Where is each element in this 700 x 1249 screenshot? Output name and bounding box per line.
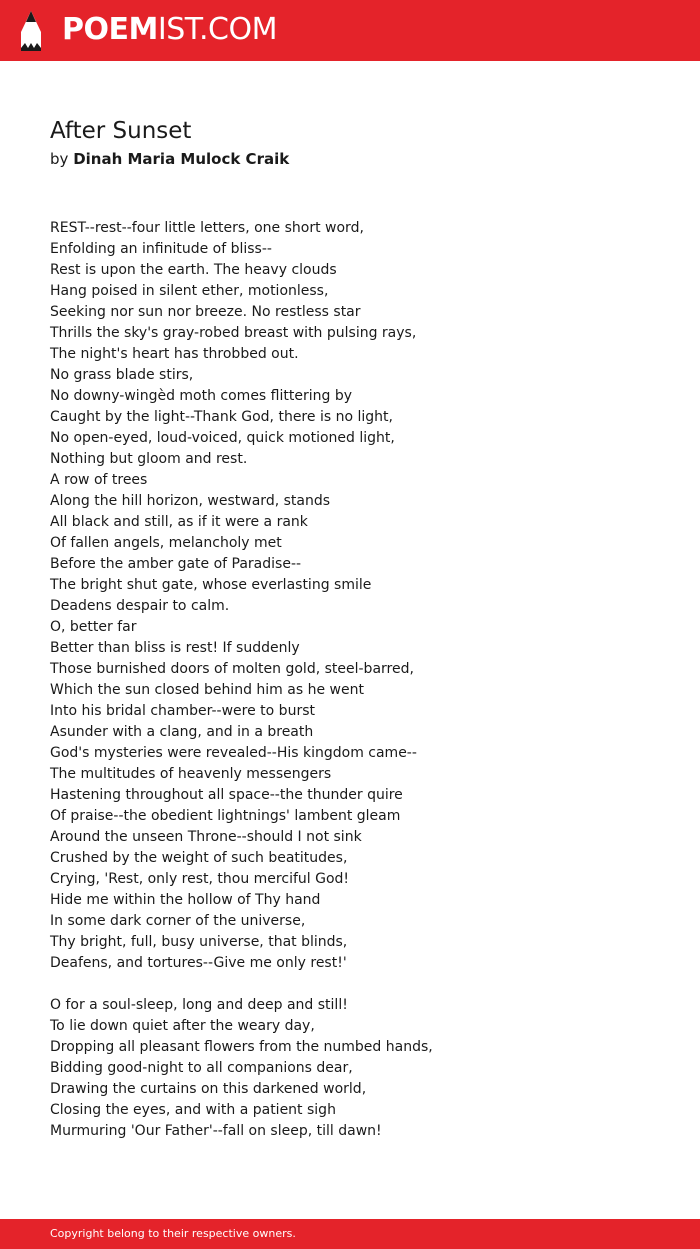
poem-line: Asunder with a clang, and in a breath [50,724,314,740]
poem-line: Crushed by the weight of such beatitudes, [50,850,348,866]
poem-line: Enfolding an infinitude of bliss-- [50,241,272,257]
poem-line: Before the amber gate of Paradise-- [50,556,302,572]
poem-line: Around the unseen Throne--should I not sink [50,829,362,845]
poem-line: Of praise--the obedient lightnings' lambent gleam [50,808,401,824]
poem-line: Nothing but gloom and rest. [50,451,248,467]
poem-line: O, better far [50,619,137,635]
site-logo[interactable] [62,13,277,47]
poem-line: No grass blade stirs, [50,367,194,383]
by-label: by [50,150,69,168]
poem-line: Deafens, and tortures--Give me only rest!' [50,955,347,971]
poem-line: Rest is upon the earth. The heavy clouds [50,262,337,278]
site-footer [0,1219,700,1249]
copyright-text: Copyright belong to their respective owners. [50,1227,296,1240]
poem-line: No open-eyed, loud-voiced, quick motioned light, [50,430,395,446]
stanza-break [50,974,660,995]
poem-line: Thrills the sky's gray-robed breast with pulsing rays, [50,325,417,341]
poem-line: Along the hill horizon, westward, stands [50,493,331,509]
byline [50,148,289,170]
poem-line: No downy-wingèd moth comes flittering by [50,388,353,404]
poem-line: REST--rest--four little letters, one short word, [50,220,364,236]
author-name: Dinah Maria Mulock Craik [73,150,290,168]
poem-line: The multitudes of heavenly messengers [50,766,332,782]
poem-line: To lie down quiet after the weary day, [50,1018,315,1034]
poem-line: Hastening throughout all space--the thunder quire [50,787,403,803]
poem-line: Those burnished doors of molten gold, steel-barred, [50,661,414,677]
poem-line: In some dark corner of the universe, [50,913,306,929]
poem-line: All black and still, as if it were a rank [50,514,308,530]
poem-line: The bright shut gate, whose everlasting smile [50,577,372,593]
poem-line: Into his bridal chamber--were to burst [50,703,315,719]
poem-line: Of fallen angels, melancholy met [50,535,282,551]
poem-line: Crying, 'Rest, only rest, thou merciful God! [50,871,350,887]
poem-line: Closing the eyes, and with a patient sigh [50,1102,336,1118]
poem-body [50,218,660,1142]
poem-line: Better than bliss is rest! If suddenly [50,640,300,656]
poem-line: A row of trees [50,472,148,488]
poem-line: Bidding good-night to all companions dear, [50,1060,353,1076]
logo-text-bold: POEM [62,12,158,47]
poem-line: God's mysteries were revealed--His kingdom came-- [50,745,417,761]
poem-line: The night's heart has throbbed out. [50,346,299,362]
poem-line: Drawing the curtains on this darkened world, [50,1081,367,1097]
logo-text-light: IST.COM [157,12,277,47]
poem-line: Deadens despair to calm. [50,598,230,614]
site-header [0,0,700,61]
poem-line: O for a soul-sleep, long and deep and still! [50,997,348,1013]
poem-line: Dropping all pleasant flowers from the numbed hands, [50,1039,433,1055]
poem-line: Caught by the light--Thank God, there is no light, [50,409,393,425]
poem-line: Seeking nor sun nor breeze. No restless star [50,304,361,320]
poem-line: Hide me within the hollow of Thy hand [50,892,321,908]
poem-line: Which the sun closed behind him as he went [50,682,364,698]
pencil-tip-icon[interactable] [18,10,44,52]
poem-line: Hang poised in silent ether, motionless, [50,283,329,299]
poem-line: Thy bright, full, busy universe, that blinds, [50,934,348,950]
poem-title: After Sunset [50,118,192,144]
poem-line: Murmuring 'Our Father'--fall on sleep, till dawn! [50,1123,382,1139]
